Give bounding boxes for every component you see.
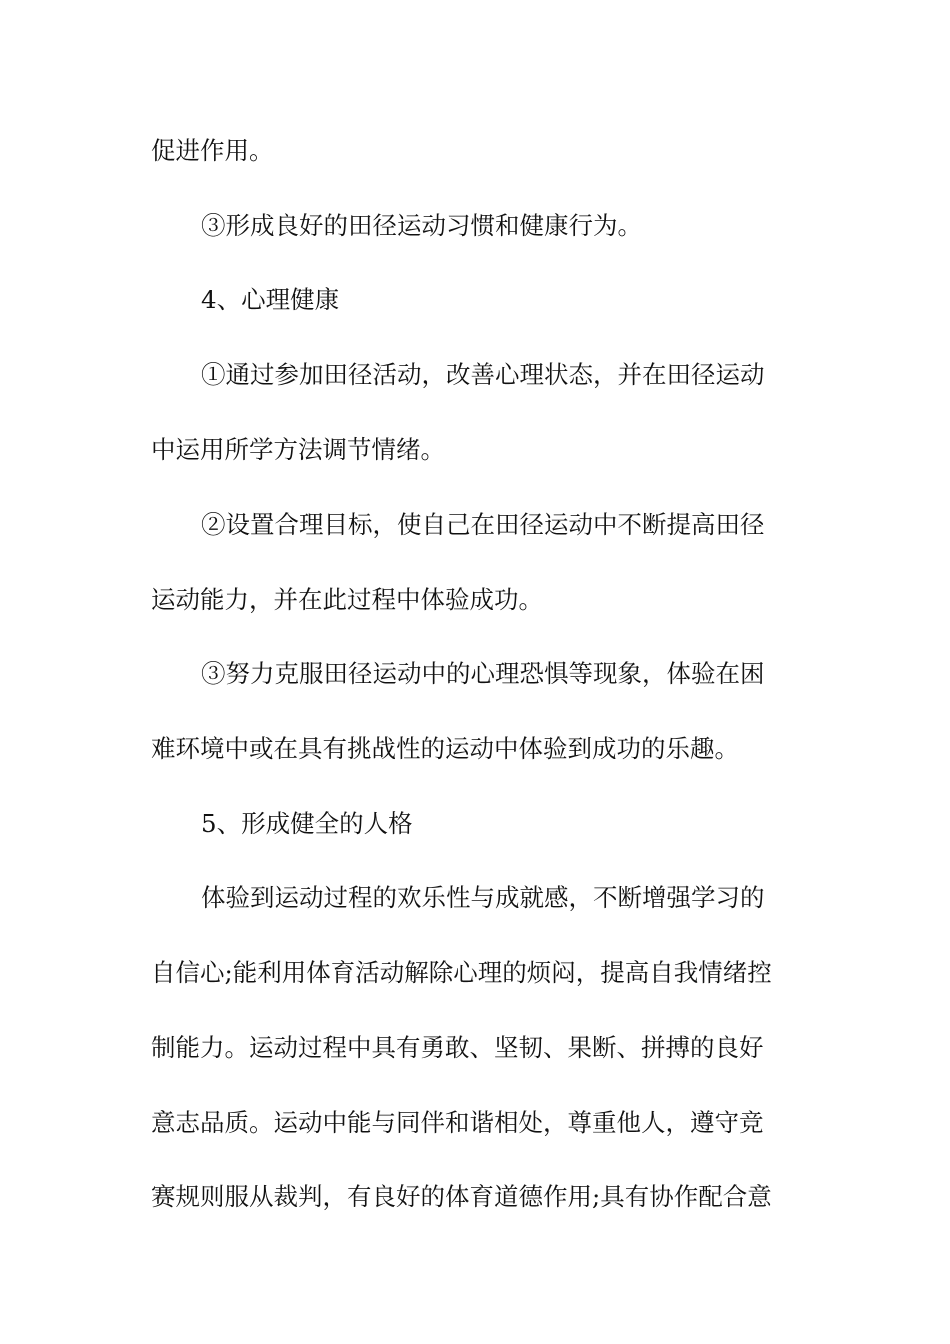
list-item-2-text-continued: 运动能力，并在此过程中体验成功。	[151, 585, 543, 614]
paragraph-line: 赛规则服从裁判，有良好的体育道德作用;具有协作配合意	[151, 1182, 772, 1211]
list-item-1-text-continued: 中运用所学方法调节情绪。	[151, 435, 445, 464]
section-heading-personality: 5、形成健全的人格	[201, 809, 413, 838]
list-item-3-text-continued: 难环境中或在具有挑战性的运动中体验到成功的乐趣。	[151, 734, 739, 763]
list-item-3-text: ③努力克服田径运动中的心理恐惧等现象，体验在困	[201, 659, 765, 688]
list-item-3-habits: ③形成良好的田径运动习惯和健康行为。	[201, 211, 642, 240]
paragraph-line: 自信心;能利用体育活动解除心理的烦闷，提高自我情绪控	[151, 958, 772, 987]
list-item-2-text: ②设置合理目标，使自己在田径运动中不断提高田径	[201, 510, 765, 539]
paragraph-line: 体验到运动过程的欢乐性与成就感，不断增强学习的	[201, 883, 765, 912]
paragraph-line: 制能力。运动过程中具有勇敢、坚韧、果断、拼搏的良好	[151, 1033, 764, 1062]
section-heading-mental-health: 4、心理健康	[201, 285, 340, 314]
paragraph-line: 意志品质。运动中能与同伴和谐相处，尊重他人，遵守竞	[151, 1108, 764, 1137]
list-item-1-text: ①通过参加田径活动，改善心理状态，并在田径运动	[201, 360, 765, 389]
body-text-line: 促进作用。	[151, 136, 274, 165]
